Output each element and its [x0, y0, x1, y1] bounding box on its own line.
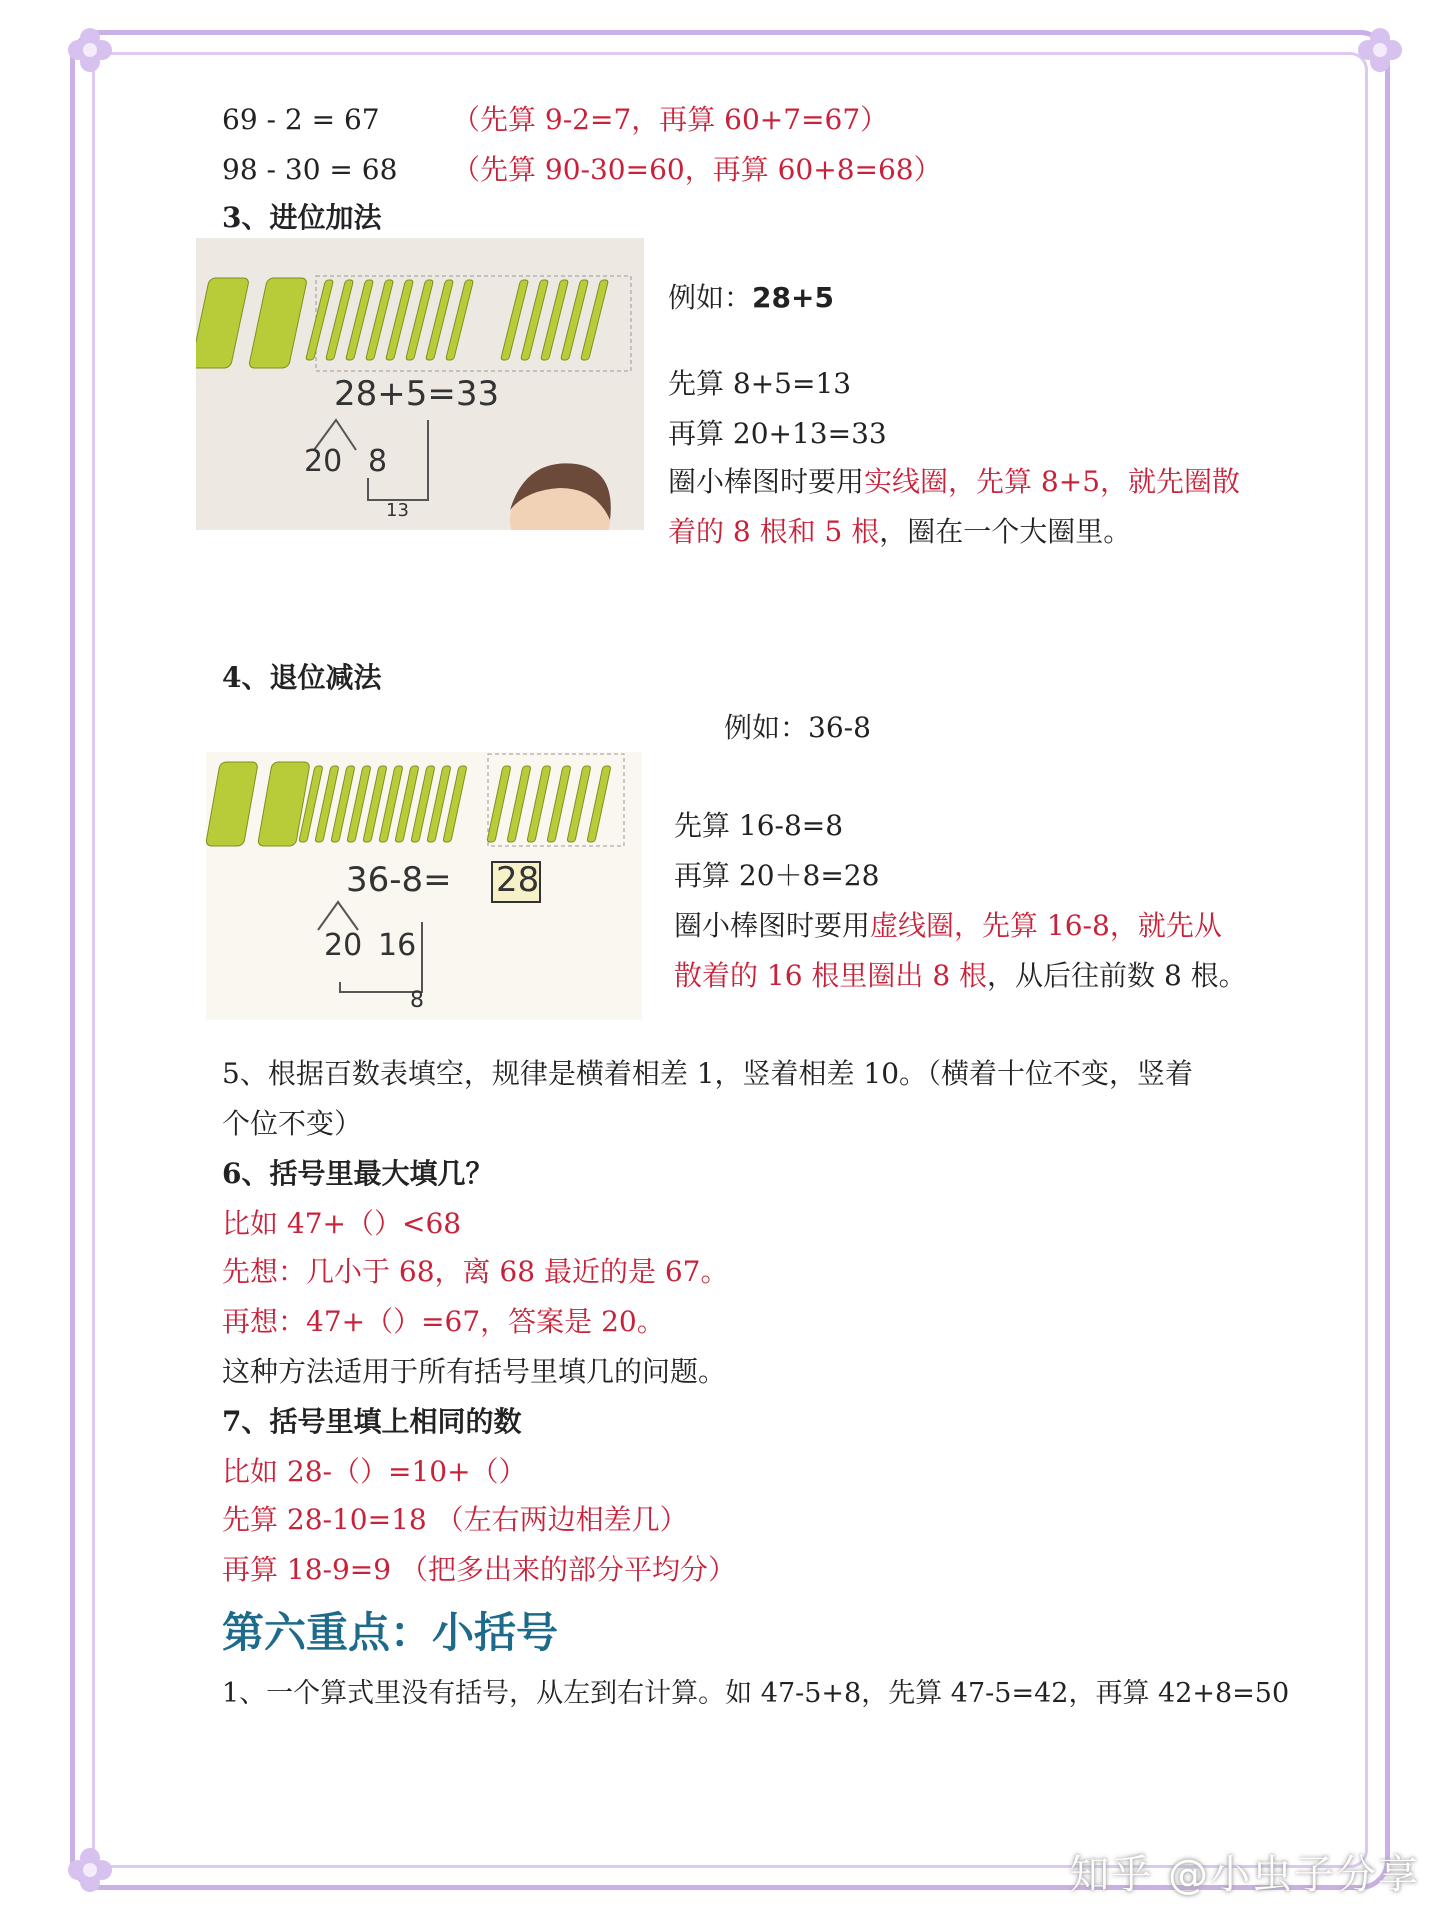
- example-label: 例如：36-8: [724, 711, 871, 744]
- rule-line: 1、一个算式里没有括号，从左到右计算。如 47-5+8，先算 47-5=42，再算 42+8=50: [222, 1678, 1290, 1709]
- step-line: 先算 16-8=8: [674, 809, 844, 842]
- rule-line: 5、根据百数表填空，规律是横着相差 1，竖着相差 10。（横着十位不变，竖着: [222, 1057, 1194, 1090]
- rule-line: 个位不变）: [222, 1107, 363, 1140]
- watermark: 知乎 @小虫子分享: [1069, 1852, 1420, 1898]
- step-line: 先算 8+5=13: [668, 367, 852, 400]
- figure-split-tens: 20: [324, 928, 363, 963]
- example-label: 例如：28+5: [668, 281, 834, 314]
- figure-sub-result: 8: [410, 988, 424, 1013]
- figure-split-ones: 8: [368, 444, 388, 479]
- step-line: 再算 20+13=33: [668, 417, 887, 450]
- example-line: 再想：47+（）=67，答案是 20。: [222, 1305, 665, 1338]
- section-title: 4、退位减法: [222, 661, 382, 694]
- subtraction-stick-illustration: [206, 752, 642, 1020]
- addition-stick-illustration: [196, 238, 644, 530]
- section-title: 7、括号里填上相同的数: [222, 1405, 522, 1438]
- equation-line: 98 - 30 = 68: [222, 153, 398, 186]
- section-heading: 第六重点：小括号: [222, 1608, 559, 1657]
- equation-note: （先算 90-30=60，再算 60+8=68）: [452, 153, 942, 186]
- figure-split-tens: 20: [304, 444, 343, 479]
- explanation-line: 散着的 16 根里圈出 8 根，从后往前数 8 根。: [674, 959, 1247, 992]
- equation-note: （先算 9-2=7，再算 60+7=67）: [452, 103, 889, 136]
- equation-line: 69 - 2 = 67: [222, 103, 380, 136]
- section-title: 3、进位加法: [222, 201, 382, 234]
- figure-answer: 28: [496, 860, 540, 900]
- explanation-line: 圈小棒图时要用虚线圈，先算 16-8，就先从: [674, 909, 1222, 942]
- example-line: 比如 47+（）<68: [222, 1207, 462, 1240]
- flower-corner-icon: [1350, 20, 1410, 80]
- explanation-line: 圈小棒图时要用实线圈，先算 8+5，就先圈散: [668, 465, 1241, 498]
- step-line: 再算 20＋8=28: [674, 859, 880, 892]
- figure-split-ones: 16: [378, 928, 417, 963]
- section-title: 6、括号里最大填几？: [222, 1157, 494, 1190]
- example-line: 先算 28-10=18 （左右两边相差几）: [222, 1503, 688, 1536]
- figure-equation: 28+5=33: [334, 374, 500, 414]
- flower-corner-icon: [60, 1840, 120, 1900]
- example-expression: 28+5: [752, 281, 834, 314]
- example-line: 比如 28-（）=10+（）: [222, 1455, 527, 1488]
- figure-equation: 36-8=: [346, 860, 452, 900]
- note-line: 这种方法适用于所有括号里填几的问题。: [222, 1355, 727, 1388]
- figure-sub-result: 13: [386, 500, 409, 521]
- explanation-line: 着的 8 根和 5 根，圈在一个大圈里。: [668, 515, 1132, 548]
- example-line: 再算 18-9=9 （把多出来的部分平均分）: [222, 1553, 736, 1586]
- flower-corner-icon: [60, 20, 120, 80]
- example-line: 先想：几小于 68，离 68 最近的是 67。: [222, 1255, 729, 1288]
